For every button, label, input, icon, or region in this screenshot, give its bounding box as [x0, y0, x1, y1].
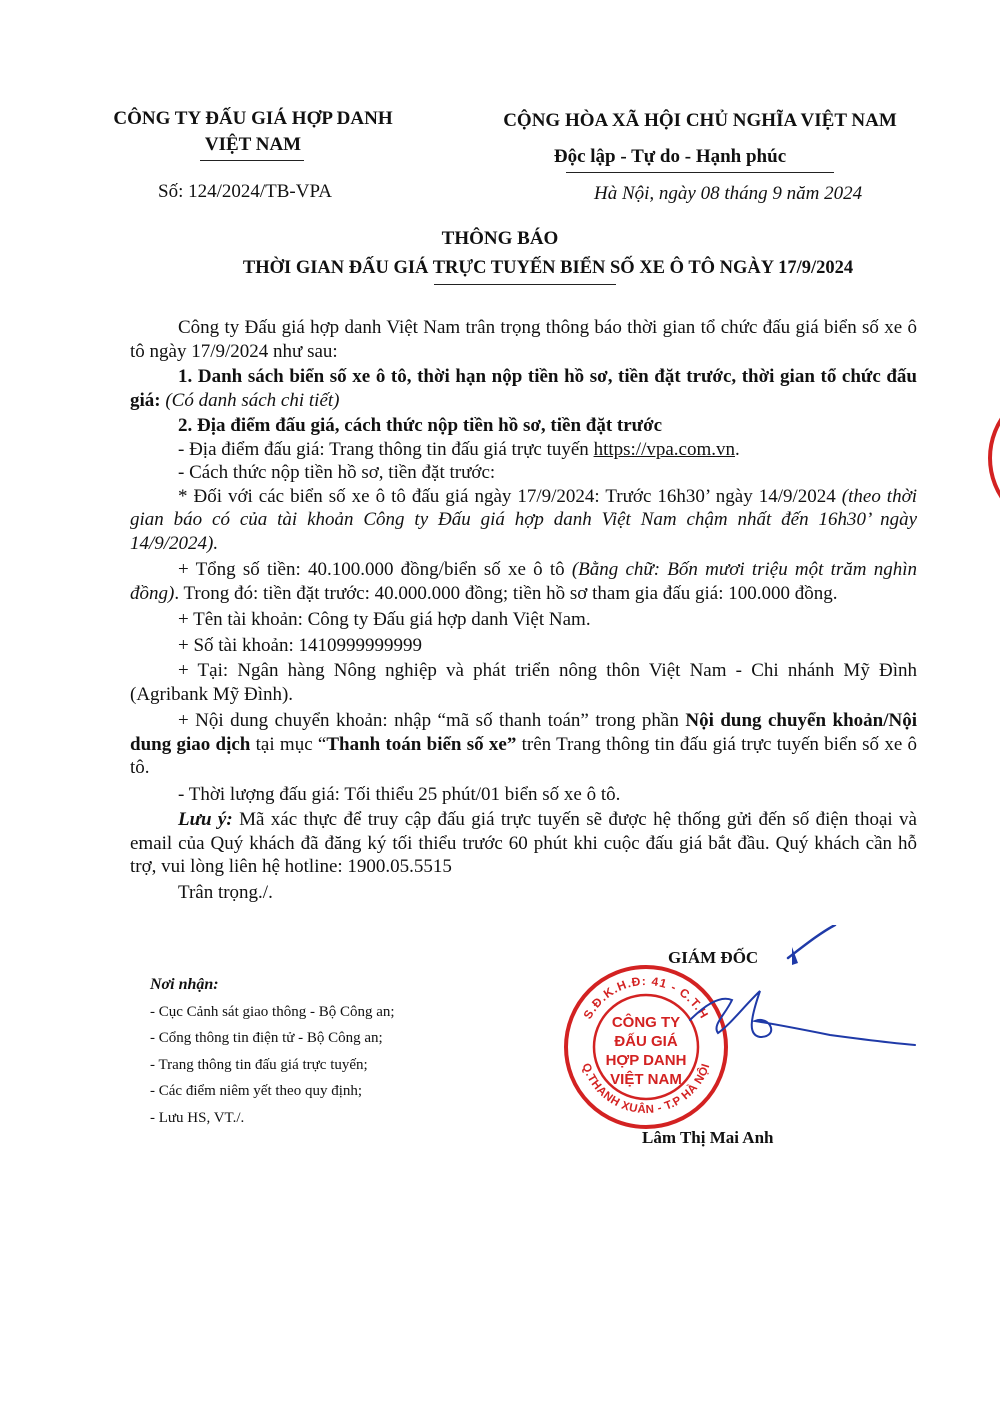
- seal-center-line-4: VIỆT NAM: [610, 1071, 682, 1088]
- title-underline: [434, 284, 616, 285]
- deadline-note: (theo thời gian báo có của tài khoản Công ty Đấu giá hợp danh Việt Nam chậm nhất đến 16h30’ ngày 14/9/2024).: [130, 485, 918, 554]
- document-subtitle: THỜI GIAN ĐẤU GIÁ TRỰC TUYẾN BIỂN SỐ XE Ô TÔ NGÀY 17/9/2024: [242, 258, 854, 278]
- note-text: Mã xác thực để truy cập đấu giá trực tuyến sẽ được hệ thống gửi đến số điện thoại và email của Quý khách đã đăng ký tối thiểu trước 60 phút khi cuộc đấu giá bắt đầu. Quý khách cần hỗ trợ, vui lòng liên hệ hotline: 1900.05.5515: [130, 809, 917, 877]
- deadline-text: * Đối với các biển số xe ô tô đấu giá ngày 17/9/2024: Trước 16h30’ ngày 14/9/2024: [178, 485, 836, 507]
- recipient-item: - Lưu HS, VT./.: [150, 1109, 245, 1126]
- transfer-content: [130, 709, 917, 780]
- total-amount-words: (Bằng chữ: Bốn mươi triệu một trăm nghìn đồng): [130, 559, 917, 604]
- total-amount-detail: . Trong đó: tiền đặt trước: 40.000.000 đồng; tiền hồ sơ tham gia đấu giá: 100.000 đồng.: [174, 582, 838, 604]
- auction-location-period: .: [735, 438, 740, 460]
- transfer-section-name: Thanh toán biển số xe”: [326, 733, 517, 755]
- transfer-text-2: tại mục “: [255, 733, 327, 755]
- bank-name: + Tại: Ngân hàng Nông nghiệp và phát triển nông thôn Việt Nam - Chi nhánh Mỹ Đình (Agribank Mỹ Đình).: [130, 660, 917, 705]
- total-amount-text: + Tổng số tiền: 40.100.000 đồng/biển số xe ô tô: [178, 559, 565, 580]
- recipients-heading: Nơi nhận:: [150, 976, 219, 993]
- motto-underline: [566, 172, 834, 173]
- seal-center-line-3: HỢP DANH: [605, 1052, 687, 1069]
- document-number: Số: 124/2024/TB-VPA: [158, 181, 333, 202]
- seal-center-line-1: CÔNG TY: [611, 1014, 681, 1031]
- recipient-item: - Các điểm niêm yết theo quy định;: [150, 1083, 363, 1099]
- section-2-heading: 2. Địa điểm đấu giá, cách thức nộp tiền hồ sơ, tiền đặt trước: [178, 415, 663, 436]
- signer-position: GIÁM ĐỐC: [668, 948, 759, 967]
- seal-ring-bottom-text: Q.THANH XUÂN - T.P HÀ NỘI: [579, 1061, 713, 1117]
- recipient-item: - Cục Cảnh sát giao thông - Bộ Công an;: [150, 1003, 395, 1020]
- total-amount: [130, 558, 917, 605]
- transfer-field-name: Nội dung chuyển khoản/Nội dung giao dịch: [130, 710, 918, 755]
- seal-center-line-2: ĐẤU GIÁ: [614, 1033, 678, 1050]
- transfer-text-1: + Nội dung chuyển khoản: nhập “mã số thanh toán” trong phần: [178, 710, 679, 731]
- org-name-line1: CÔNG TY ĐẤU GIÁ HỢP DANH: [113, 108, 393, 129]
- auction-duration: - Thời lượng đấu giá: Tối thiểu 25 phút/01 biển số xe ô tô.: [178, 783, 621, 805]
- edge-stamp-fragment: [982, 388, 1000, 528]
- document-title: THÔNG BÁO: [441, 228, 559, 249]
- section-1-note: (Có danh sách chi tiết): [165, 389, 340, 411]
- account-number: + Số tài khoản: 1410999999999: [178, 634, 422, 656]
- payment-method: - Cách thức nộp tiền hồ sơ, tiền đặt trước:: [178, 462, 496, 483]
- national-title: CỘNG HÒA XÃ HỘI CHỦ NGHĨA VIỆT NAM: [503, 110, 897, 131]
- signer-name: Lâm Thị Mai Anh: [642, 1128, 774, 1147]
- note-label: Lưu ý:: [178, 809, 233, 830]
- intro-paragraph: Công ty Đấu giá hợp danh Việt Nam trân trọng thông báo thời gian tổ chức đấu giá biển số xe ô tô ngày 17/9/2024 như sau:: [130, 317, 917, 362]
- section-1-heading: 1. Danh sách biển số xe ô tô, thời hạn nộp tiền hồ sơ, tiền đặt trước, thời gian tổ chức đấu giá:: [130, 366, 917, 411]
- auction-location-text: - Địa điểm đấu giá: Trang thông tin đấu giá trực tuyến: [178, 438, 589, 460]
- national-motto: Độc lập - Tự do - Hạnh phúc: [553, 146, 787, 167]
- document-body: [130, 316, 917, 904]
- note-paragraph: [130, 808, 917, 879]
- org-name-line2: VIỆT NAM: [204, 134, 302, 155]
- auction-site-link[interactable]: https://vpa.com.vn: [593, 438, 735, 460]
- recipients-block: [150, 972, 395, 1131]
- section-1: [130, 365, 917, 412]
- closing-greeting: Trân trọng./.: [178, 881, 273, 903]
- seal-ring-top-text: S.Đ.K.H.Đ: 41 - C.T.H: [580, 973, 712, 1022]
- recipient-item: - Cổng thông tin điện tử - Bộ Công an;: [150, 1030, 383, 1046]
- auction-location: [130, 438, 917, 462]
- deadline-paragraph: [130, 485, 917, 556]
- place-date: Hà Nội, ngày 08 tháng 9 năm 2024: [594, 183, 863, 204]
- account-name: + Tên tài khoản: Công ty Đấu giá hợp danh Việt Nam.: [178, 609, 591, 630]
- transfer-text-3: trên Trang thông tin đấu giá trực tuyến biển số xe ô tô.: [130, 733, 918, 778]
- handwritten-signature: [620, 925, 930, 1065]
- org-name: [100, 108, 406, 156]
- recipient-item: - Trang thông tin đấu giá trực tuyến;: [150, 1056, 368, 1073]
- org-underline: [200, 160, 304, 161]
